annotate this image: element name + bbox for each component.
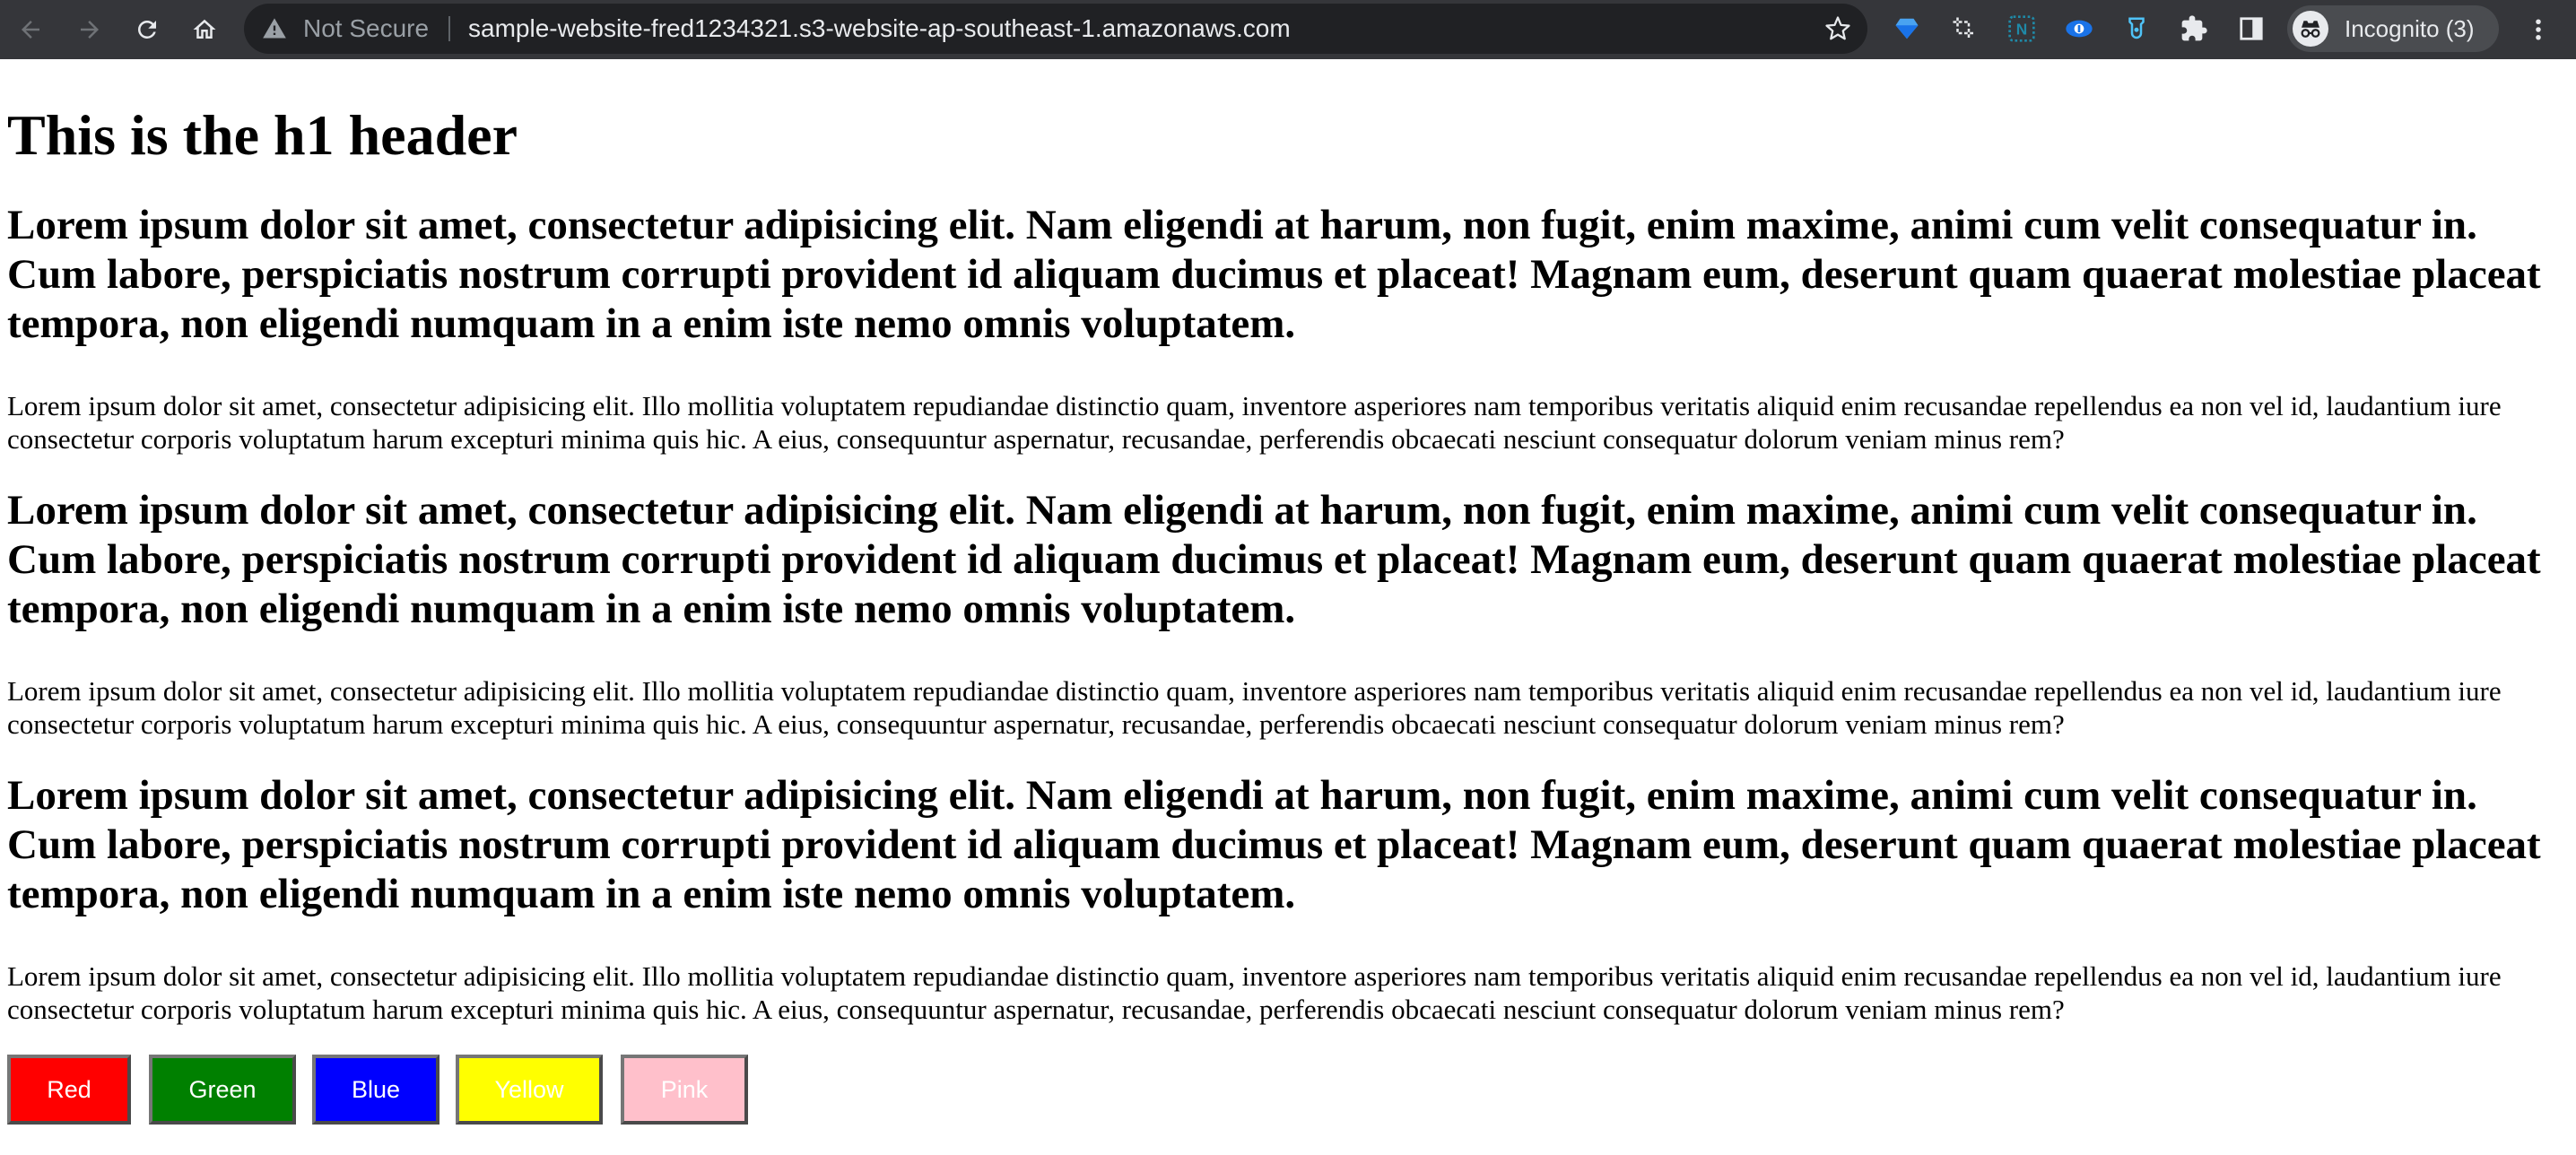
reload-icon xyxy=(134,16,161,43)
section-heading-1: Lorem ipsum dolor sit amet, consectetur adipisicing elit. Nam eligendi at harum, non fugit, enim maxime, animi cum velit consequatur in. Cum labore, perspiciatis nostrum corrupti provident id aliquam ducimus et placeat! Magnam eum, deserunt quam quaerat molestiae placeat tempora, non eligendi numquam in a enim iste nemo omnis voluptatem. xyxy=(7,202,2541,347)
url-text[interactable]: sample-website-fred1234321.s3-website-ap-southeast-1.amazonaws.com xyxy=(468,14,1291,42)
forward-button[interactable] xyxy=(70,10,109,49)
yellow-button[interactable]: Yellow xyxy=(456,1055,603,1125)
security-status-label[interactable]: Not Secure xyxy=(303,14,430,42)
forward-arrow-icon xyxy=(76,16,103,43)
pink-button[interactable]: Pink xyxy=(621,1055,748,1125)
section-paragraph-1: Lorem ipsum dolor sit amet, consectetur adipisicing elit. Illo mollitia voluptatem repudiandae distinctio quam, inventore asperiores nam temporibus veritatis aliquid enim recusandae repellendus ea non vel id, laudantium iure consectetur corporis voluptatum harum excepturi minima quis hic. A eius, consequuntur aspernatur, recusandae, perferendis obcaecati nesciunt consequatur dolorum veniam minus rem? xyxy=(7,390,2502,455)
section-heading-3: Lorem ipsum dolor sit amet, consectetur adipisicing elit. Nam eligendi at harum, non fugit, enim maxime, animi cum velit consequatur in. Cum labore, perspiciatis nostrum corrupti provident id aliquam ducimus et placeat! Magnam eum, deserunt quam quaerat molestiae placeat tempora, non eligendi numquam in a enim iste nemo omnis voluptatem. xyxy=(7,772,2541,917)
svg-text:N: N xyxy=(2015,20,2028,39)
browser-toolbar xyxy=(0,0,2576,59)
section-paragraph-2: Lorem ipsum dolor sit amet, consectetur adipisicing elit. Illo mollitia voluptatem repudiandae distinctio quam, inventore asperiores nam temporibus veritatis aliquid enim recusandae repellendus ea non vel id, laudantium iure consectetur corporis voluptatum harum excepturi minima quis hic. A eius, consequuntur aspernatur, recusandae, perferendis obcaecati nesciunt consequatur dolorum veniam minus rem? xyxy=(7,675,2502,740)
reload-button[interactable] xyxy=(127,10,167,49)
green-button[interactable]: Green xyxy=(149,1055,296,1125)
home-button[interactable] xyxy=(185,10,224,49)
more-vert-icon xyxy=(2525,16,2552,43)
address-separator xyxy=(448,16,450,41)
section-paragraph-3: Lorem ipsum dolor sit amet, consectetur adipisicing elit. Illo mollitia voluptatem repudiandae distinctio quam, inventore asperiores nam temporibus veritatis aliquid enim recusandae repellendus ea non vel id, laudantium iure consectetur corporis voluptatum harum excepturi minima quis hic. A eius, consequuntur aspernatur, recusandae, perferendis obcaecati nesciunt consequatur dolorum veniam minus rem? xyxy=(7,960,2502,1025)
browser-menu-button[interactable] xyxy=(2519,10,2558,49)
blue-button[interactable]: Blue xyxy=(312,1055,439,1125)
puzzle-icon[interactable] xyxy=(2178,13,2210,45)
section-heading-2: Lorem ipsum dolor sit amet, consectetur adipisicing elit. Nam eligendi at harum, non fugit, enim maxime, animi cum velit consequatur in. Cum labore, perspiciatis nostrum corrupti provident id aliquam ducimus et placeat! Magnam eum, deserunt quam quaerat molestiae placeat tempora, non eligendi numquam in a enim iste nemo omnis voluptatem. xyxy=(7,487,2541,632)
incognito-profile-chip[interactable] xyxy=(2287,5,2499,52)
crop-icon[interactable] xyxy=(1948,13,1980,45)
back-button[interactable] xyxy=(11,10,50,49)
address-bar[interactable] xyxy=(244,4,1867,54)
incognito-icon xyxy=(2293,11,2328,47)
gem-icon[interactable] xyxy=(1891,13,1923,45)
page-content xyxy=(0,59,2576,1155)
warning-triangle-icon xyxy=(262,16,287,41)
red-button[interactable]: Red xyxy=(7,1055,131,1125)
notion-icon[interactable] xyxy=(2006,13,2038,45)
shield-icon[interactable] xyxy=(2120,13,2153,45)
incognito-label: Incognito (3) xyxy=(2345,15,2475,42)
back-arrow-icon xyxy=(17,16,44,43)
page-title: This is the h1 header xyxy=(7,103,518,167)
sidepanel-icon[interactable] xyxy=(2235,13,2267,45)
bookmark-star-icon[interactable] xyxy=(1824,15,1851,42)
home-icon xyxy=(191,16,218,43)
eye-icon[interactable] xyxy=(2063,13,2095,45)
